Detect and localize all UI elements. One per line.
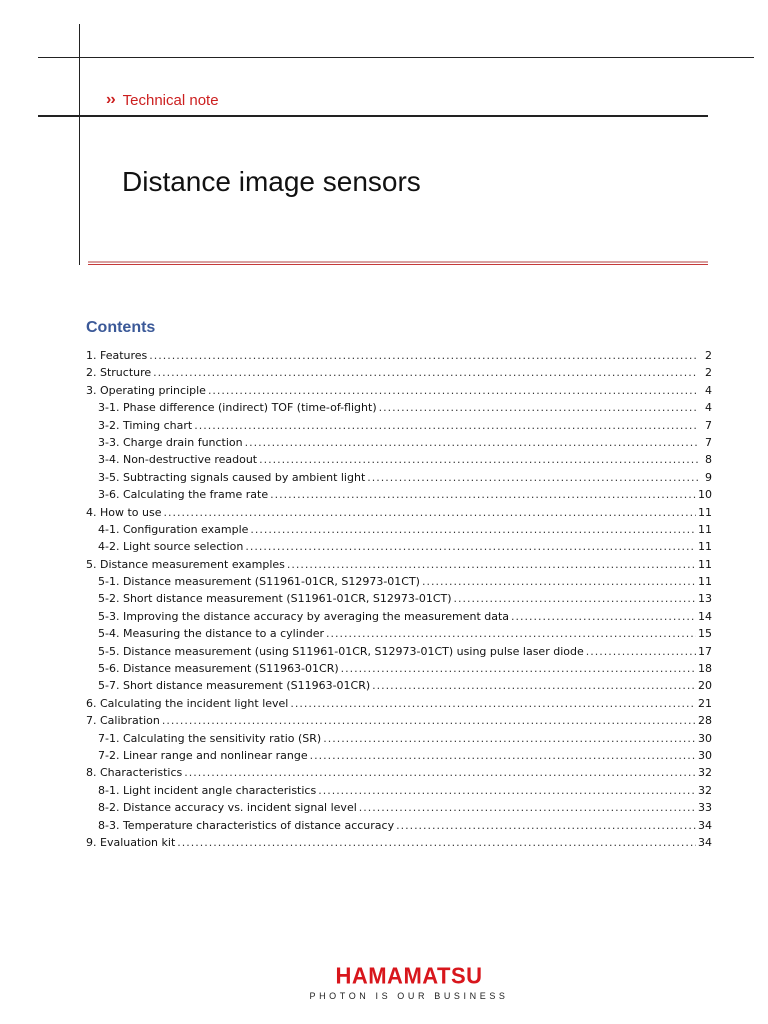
toc-entry[interactable] xyxy=(86,608,712,625)
toc-leader-dots xyxy=(245,434,698,451)
toc-entry-label: 3-5. Subtracting signals caused by ambient light xyxy=(98,470,366,484)
toc-entry-label: 5-1. Distance measurement (S11961-01CR, S12973-01CT) xyxy=(98,575,420,589)
toc-entry[interactable] xyxy=(86,469,712,486)
toc-leader-dots xyxy=(422,573,696,590)
toc-leader-dots xyxy=(318,782,696,799)
toc-entry-label: 7-1. Calculating the sensitivity ratio (SR) xyxy=(98,731,322,745)
toc-leader-dots xyxy=(184,764,696,781)
toc-entry[interactable] xyxy=(86,521,712,538)
toc-entry-page: 33 xyxy=(698,801,712,815)
toc-entry-page: 11 xyxy=(698,575,712,589)
contents-heading: Contents xyxy=(86,319,156,336)
toc-entry-page: 20 xyxy=(698,679,712,693)
toc-entry-page: 28 xyxy=(698,714,712,728)
toc-entry-page: 4 xyxy=(705,383,712,397)
toc-leader-dots xyxy=(250,521,696,538)
toc-entry[interactable] xyxy=(86,347,712,364)
toc-entry-page: 21 xyxy=(698,696,712,710)
toc-entry[interactable] xyxy=(86,486,712,503)
toc-leader-dots xyxy=(259,451,698,468)
toc-entry[interactable] xyxy=(86,799,712,816)
toc-entry[interactable] xyxy=(86,764,712,781)
toc-entry-label: 9. Evaluation kit xyxy=(86,835,176,849)
toc-entry-label: 5-7. Short distance measurement (S11963-01CR) xyxy=(98,679,371,693)
document-type-label xyxy=(106,90,219,110)
toc-entry-page: 11 xyxy=(698,540,712,554)
toc-entry-label: 4-2. Light source selection xyxy=(98,540,244,554)
toc-entry[interactable] xyxy=(86,643,712,660)
toc-entry-label: 5-6. Distance measurement (S11963-01CR) xyxy=(98,662,339,676)
toc-entry-page: 14 xyxy=(698,609,712,623)
top-horizontal-rule xyxy=(38,57,754,58)
toc-entry[interactable] xyxy=(86,817,712,834)
table-of-contents xyxy=(86,347,712,851)
toc-entry-label: 7-2. Linear range and nonlinear range xyxy=(98,748,308,762)
toc-leader-dots xyxy=(290,695,696,712)
toc-entry[interactable] xyxy=(86,712,712,729)
toc-entry-page: 2 xyxy=(705,366,712,380)
toc-entry-label: 5-5. Distance measurement (using S11961-01CR, S12973-01CT) using pulse laser diode xyxy=(98,644,584,658)
toc-entry-label: 4-1. Configuration example xyxy=(98,522,249,536)
toc-entry-label: 3-2. Timing chart xyxy=(98,418,193,432)
toc-leader-dots xyxy=(310,747,696,764)
double-chevron-right-icon: ›› xyxy=(106,91,115,108)
header-horizontal-rule xyxy=(38,115,708,117)
toc-entry-page: 32 xyxy=(698,766,712,780)
toc-entry-page: 2 xyxy=(705,349,712,362)
toc-leader-dots xyxy=(177,834,696,851)
logo-tagline: PHOTON IS OUR BUSINESS xyxy=(309,991,509,1001)
toc-entry[interactable] xyxy=(86,747,712,764)
title-underline-dark xyxy=(88,264,708,265)
toc-entry-label: 2. Structure xyxy=(86,366,152,380)
toc-entry-page: 15 xyxy=(698,627,712,641)
toc-entry-page: 11 xyxy=(698,557,712,571)
toc-entry-page: 11 xyxy=(698,522,712,536)
toc-leader-dots xyxy=(162,712,696,729)
toc-entry-label: 1. Features xyxy=(86,349,148,362)
logo-wordmark: HAMAMATSU xyxy=(335,962,483,989)
toc-entry-page: 30 xyxy=(698,731,712,745)
toc-entry-label: 3-6. Calculating the frame rate xyxy=(98,488,269,502)
toc-entry-page: 13 xyxy=(698,592,712,606)
toc-entry[interactable] xyxy=(86,695,712,712)
toc-entry-page: 32 xyxy=(698,783,712,797)
toc-leader-dots xyxy=(149,347,698,364)
toc-leader-dots xyxy=(511,608,696,625)
toc-entry-page: 9 xyxy=(705,470,712,484)
toc-entry-label: 8-1. Light incident angle characteristics xyxy=(98,783,317,797)
vertical-rule xyxy=(79,24,80,265)
toc-entry-label: 3-1. Phase difference (indirect) TOF (time-of-flight) xyxy=(98,401,377,415)
toc-entry-label: 3. Operating principle xyxy=(86,383,206,397)
toc-entry-label: 3-3. Charge drain function xyxy=(98,435,243,449)
toc-entry-page: 30 xyxy=(698,748,712,762)
toc-leader-dots xyxy=(326,625,696,642)
document-title: Distance image sensors xyxy=(122,166,421,197)
toc-entry-label: 8-3. Temperature characteristics of distance accuracy xyxy=(98,818,395,832)
toc-entry-page: 10 xyxy=(698,488,712,502)
title-underline-light xyxy=(88,261,708,263)
toc-leader-dots xyxy=(586,643,696,660)
toc-entry-page: 34 xyxy=(698,835,712,849)
toc-leader-dots xyxy=(245,538,696,555)
toc-entry[interactable] xyxy=(86,504,712,521)
toc-entry[interactable] xyxy=(86,451,712,468)
toc-leader-dots xyxy=(153,364,698,381)
toc-entry[interactable] xyxy=(86,538,712,555)
toc-entry[interactable] xyxy=(86,382,712,399)
toc-entry[interactable] xyxy=(86,556,712,573)
toc-entry-label: 8-2. Distance accuracy vs. incident signal level xyxy=(98,801,357,815)
toc-entry-page: 11 xyxy=(698,505,712,519)
toc-entry-label: 5-2. Short distance measurement (S11961-01CR, S12973-01CT) xyxy=(98,592,452,606)
toc-leader-dots xyxy=(341,660,696,677)
toc-leader-dots xyxy=(367,469,698,486)
toc-entry-page: 7 xyxy=(705,418,712,432)
document-type-text: Technical note xyxy=(122,91,219,109)
toc-entry-label: 5-3. Improving the distance accuracy by averaging the measurement data xyxy=(98,609,510,623)
toc-entry-label: 4. How to use xyxy=(86,505,162,519)
toc-leader-dots xyxy=(194,417,698,434)
toc-entry-page: 7 xyxy=(705,435,712,449)
toc-entry[interactable] xyxy=(86,660,712,677)
toc-entry[interactable] xyxy=(86,573,712,590)
toc-entry-page: 8 xyxy=(705,453,712,467)
toc-entry[interactable] xyxy=(86,399,712,416)
toc-entry-label: 6. Calculating the incident light level xyxy=(86,696,289,710)
toc-leader-dots xyxy=(287,556,696,573)
toc-leader-dots xyxy=(164,504,697,521)
toc-entry-label: 3-4. Non-destructive readout xyxy=(98,453,258,467)
toc-entry[interactable] xyxy=(86,417,712,434)
toc-entry[interactable] xyxy=(86,782,712,799)
toc-entry-page: 18 xyxy=(698,662,712,676)
toc-entry[interactable] xyxy=(86,730,712,747)
toc-entry-page: 4 xyxy=(705,401,712,415)
toc-leader-dots xyxy=(270,486,696,503)
toc-leader-dots xyxy=(396,817,696,834)
toc-entry[interactable] xyxy=(86,677,712,694)
toc-entry-label: 8. Characteristics xyxy=(86,766,183,780)
toc-leader-dots xyxy=(379,399,698,416)
toc-entry-page: 34 xyxy=(698,818,712,832)
toc-entry-label: 7. Calibration xyxy=(86,714,160,728)
toc-entry-page: 17 xyxy=(698,644,712,658)
toc-entry[interactable] xyxy=(86,625,712,642)
toc-leader-dots xyxy=(208,382,698,399)
toc-entry[interactable] xyxy=(86,590,712,607)
hamamatsu-logo xyxy=(298,964,520,1001)
toc-entry[interactable] xyxy=(86,364,712,381)
toc-entry-label: 5. Distance measurement examples xyxy=(86,557,285,571)
toc-leader-dots xyxy=(372,677,696,694)
toc-entry[interactable] xyxy=(86,834,712,851)
toc-leader-dots xyxy=(454,590,696,607)
toc-leader-dots xyxy=(359,799,696,816)
toc-entry[interactable] xyxy=(86,434,712,451)
toc-leader-dots xyxy=(323,730,696,747)
toc-entry-label: 5-4. Measuring the distance to a cylinder xyxy=(98,627,325,641)
